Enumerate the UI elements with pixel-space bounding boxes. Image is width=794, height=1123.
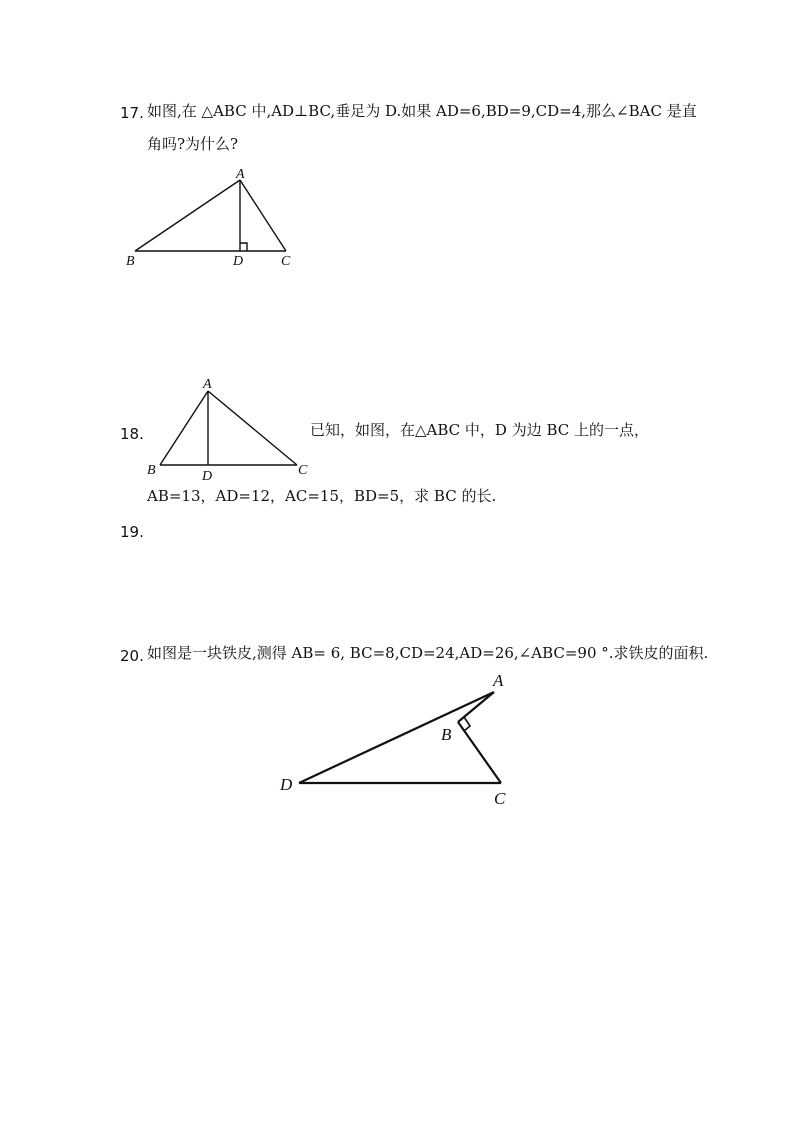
- label-b: B: [126, 254, 135, 269]
- problem-18-number: 18.: [120, 425, 144, 443]
- right-angle-mark: [464, 717, 470, 731]
- problem-20-number: 20.: [120, 647, 144, 665]
- side-da: [299, 692, 494, 783]
- problem-18-text-line1: 已知，如图，在△ABC 中，D 为边 BC 上的一点，: [310, 421, 650, 439]
- label-a: A: [493, 671, 504, 690]
- label-d: D: [233, 254, 244, 269]
- problem-20-text-line1: 如图是一块铁皮,测得 AB= 6, BC=8,CD=24,AD=26,∠ABC=90 °.求铁皮的面积.: [147, 644, 709, 662]
- label-b: B: [441, 725, 452, 744]
- quadrilateral-20: [299, 692, 501, 783]
- problem-17-number: 17.: [120, 104, 144, 122]
- label-c: C: [281, 254, 291, 269]
- problem-19-number: 19.: [120, 523, 144, 541]
- problem-18-text-line2: AB=13，AD=12，AC=15，BD=5，求 BC 的长.: [147, 487, 497, 505]
- label-b: B: [147, 463, 156, 478]
- label-a: A: [236, 167, 245, 182]
- label-c: C: [298, 463, 308, 478]
- label-d: D: [280, 775, 293, 794]
- label-c: C: [494, 789, 506, 808]
- problem-17-text-line2: 角吗?为什么?: [147, 135, 239, 153]
- problem-17-text-line1: 如图,在 △ABC 中,AD⊥BC,垂足为 D.如果 AD=6,BD=9,CD=4,那么∠BAC 是直: [147, 102, 697, 120]
- label-d: D: [202, 469, 213, 484]
- label-a: A: [203, 377, 212, 392]
